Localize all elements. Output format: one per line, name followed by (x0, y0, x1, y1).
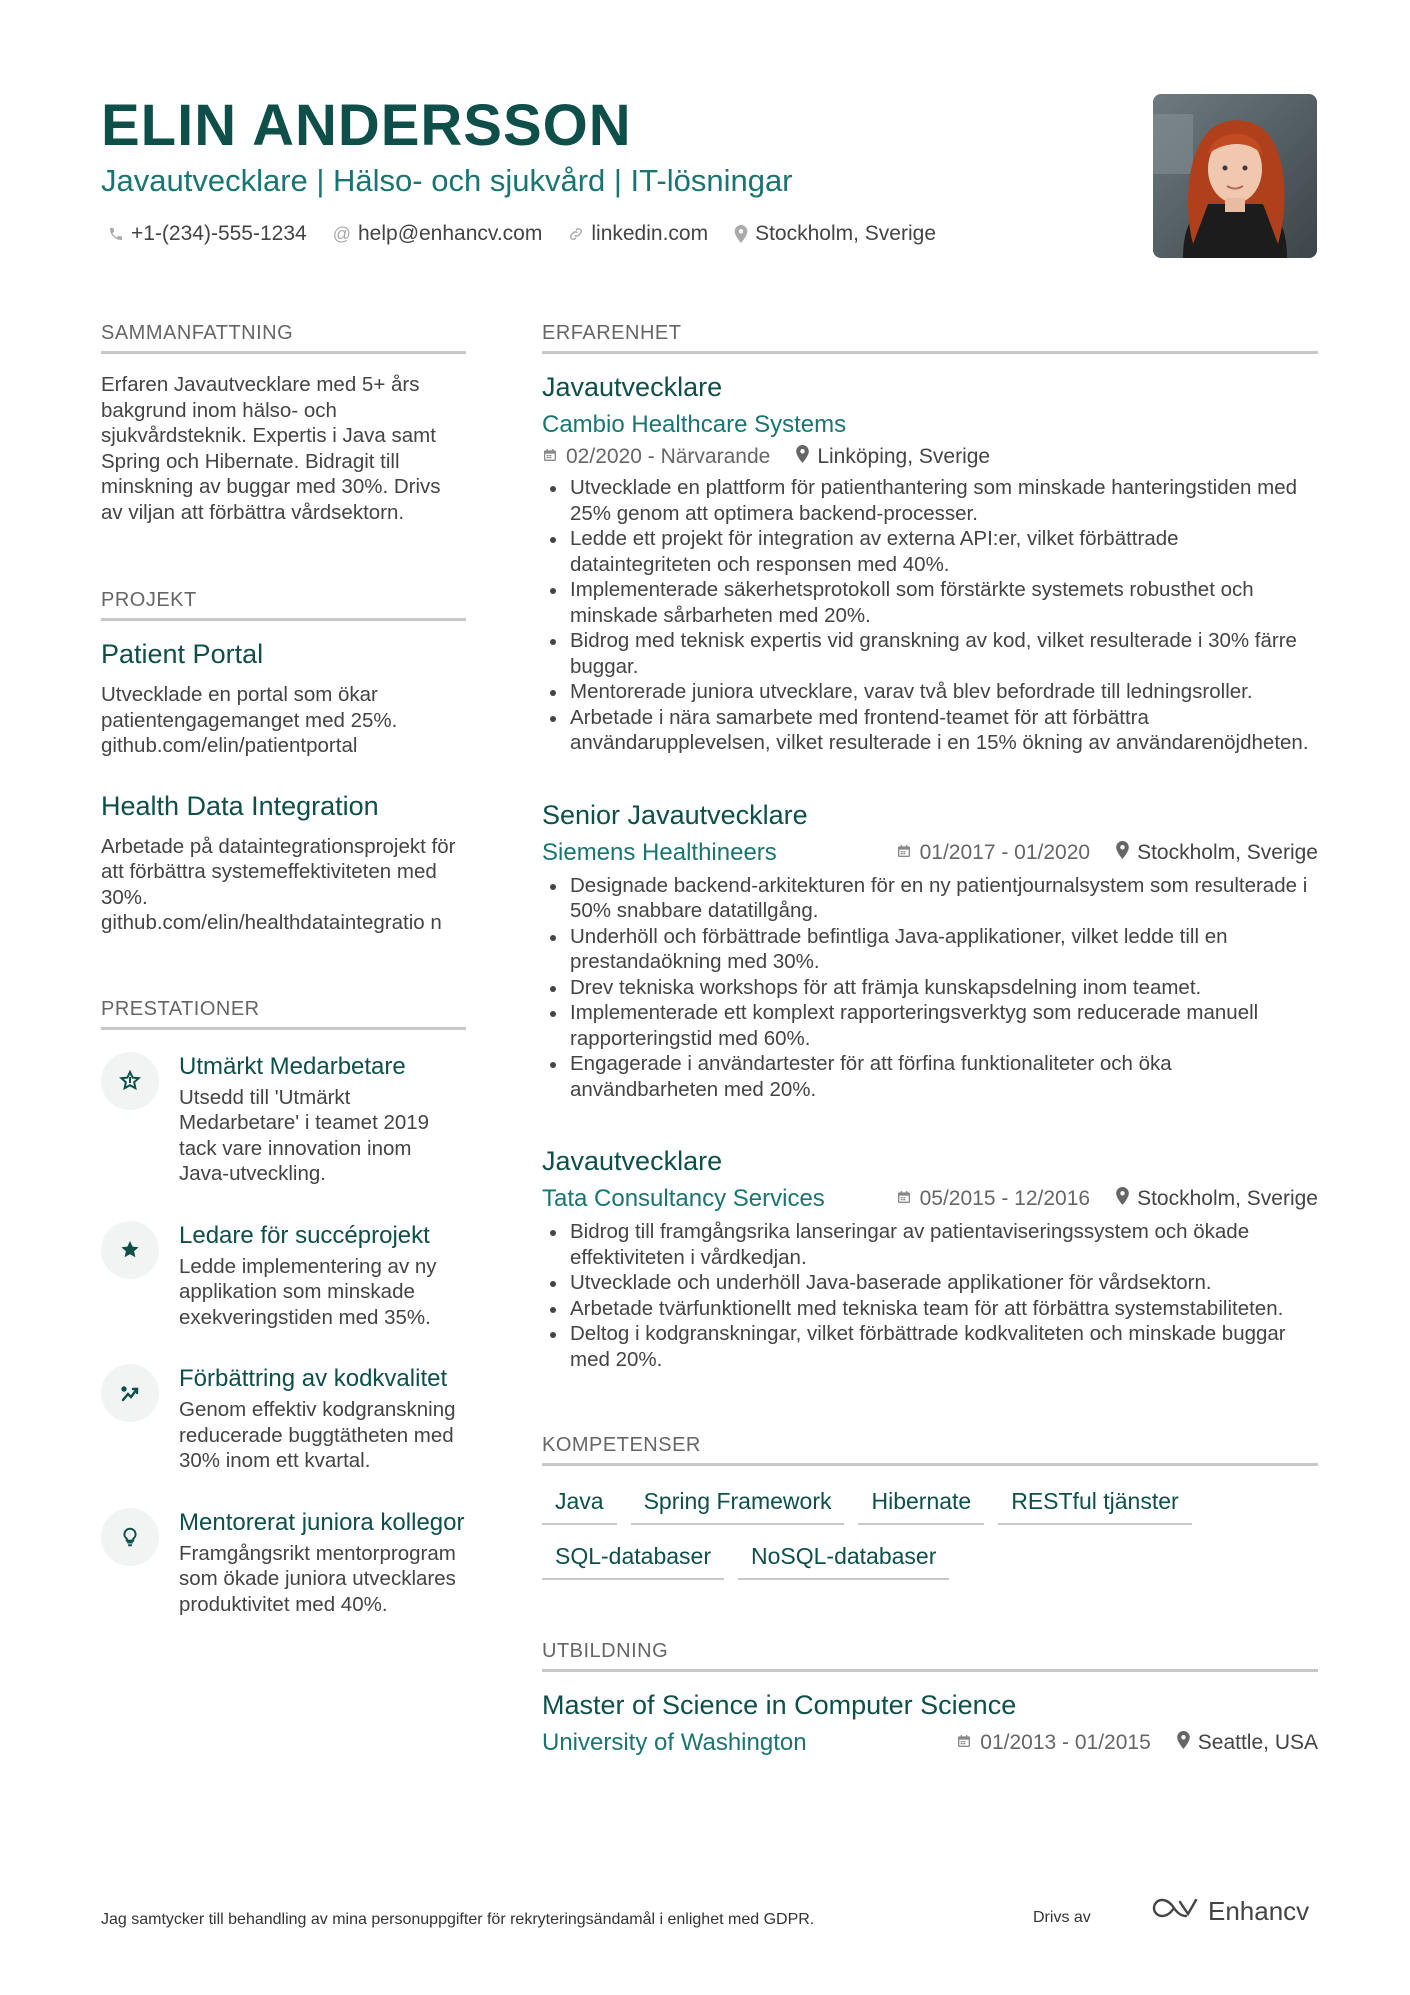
skill-tag: RESTful tjänster (998, 1484, 1191, 1525)
link-icon (568, 226, 584, 242)
achievement-description: Ledde implementering av ny applikation som minskade exekveringstiden med 35%. (179, 1254, 437, 1329)
candidate-name: ELIN ANDERSSON (101, 93, 632, 158)
list-item: Mentorerade juniora utvecklare, varav två blev befordrade till ledningsroller. (542, 679, 1318, 705)
calendar-icon (542, 445, 558, 469)
summary-text: Erfaren Javautvecklare med 5+ års bakgrund inom hälso- och sjukvårdsteknik. Expertis i Java samt Spring och Hibernate. Bidragit till minskning av buggar med 30%. Drivs av viljan att förbättra vårdsektorn. (101, 373, 441, 524)
achievement-title: Ledare för succéprojekt (179, 1221, 430, 1249)
gdpr-consent: Jag samtycker till behandling av mina personuppgifter för rekryteringsändamål i enlighet med GDPR. (101, 1911, 815, 1928)
job-entry (542, 372, 1318, 756)
profile-photo (1153, 94, 1317, 258)
education-entry (542, 1690, 1318, 1757)
job-bullets (542, 873, 1318, 1103)
job-title: Senior Javautvecklare (542, 799, 808, 830)
skill-tag: Java (542, 1484, 617, 1525)
job-dates: 01/2017 - 01/2020 (896, 841, 1090, 865)
degree-title: Master of Science in Computer Science (542, 1690, 1017, 1720)
contact-email[interactable]: @ help@enhancv.com (332, 222, 543, 245)
job-location: Stockholm, Sverige (1116, 1187, 1318, 1211)
project-item (101, 791, 466, 936)
achievement-title: Utmärkt Medarbetare (179, 1052, 406, 1080)
project-title: Health Data Integration (101, 790, 379, 821)
skills-list (542, 1484, 1282, 1580)
list-item: Designade backend-arkitekturen för en ny patientjournalsystem som resulterade i 50% snabbare datatillgång. (542, 873, 1318, 924)
job-location: Stockholm, Sverige (1116, 841, 1318, 865)
job-bullets (542, 475, 1318, 756)
achievement-description: Framgångsrikt mentorprogram som ökade juniora utvecklares produktivitet med 40%. (179, 1541, 456, 1616)
achievements-heading: PRESTATIONER (101, 998, 466, 1030)
company-name: Tata Consultancy Services (542, 1185, 825, 1212)
list-item: Underhöll och förbättrade befintliga Java-applikationer, vilket ledde till en prestandaökning med 30%. (542, 924, 1318, 975)
list-item: Utvecklade en plattform för patienthantering som minskade hanteringstiden med 25% genom att optimera backend-processer. (542, 475, 1318, 526)
job-title: Javautvecklare (542, 372, 723, 402)
skills-heading: KOMPETENSER (542, 1434, 1318, 1466)
phone-icon (108, 226, 124, 242)
achievement-title: Mentorerat juniora kollegor (179, 1508, 465, 1536)
powered-by-label: Drivs av (1033, 1909, 1091, 1926)
summary-heading: SAMMANFATTNING (101, 322, 466, 354)
job-meta (542, 445, 1318, 469)
location-pin-icon (734, 225, 748, 243)
achievement-item (101, 1052, 466, 1187)
lightbulb-icon (101, 1508, 159, 1566)
location-pin-icon (796, 445, 809, 469)
project-description: Arbetade på dataintegrationsprojekt för att förbättra systemeffektiviteten med 30%. github.com/elin/healthdataintegratio n (101, 834, 456, 934)
list-item: Utvecklade och underhöll Java-baserade applikationer för vårdsektorn. (542, 1270, 1318, 1296)
left-column (101, 322, 466, 1651)
skill-tag: Hibernate (858, 1484, 984, 1525)
achievement-title: Förbättring av kodkvalitet (179, 1365, 448, 1392)
brand-logo[interactable]: Enhancv (1152, 1896, 1309, 1927)
job-title: Javautvecklare (542, 1146, 723, 1176)
job-meta (542, 1185, 1318, 1213)
calendar-icon (956, 1731, 972, 1755)
calendar-icon (896, 1187, 912, 1211)
star-outline-icon (101, 1052, 159, 1110)
school-name: University of Washington (542, 1729, 807, 1756)
star-icon (101, 1221, 159, 1279)
skill-tag: NoSQL-databaser (738, 1539, 949, 1580)
right-column (542, 322, 1318, 1763)
job-entry (542, 1146, 1318, 1372)
company-name: Cambio Healthcare Systems (542, 411, 847, 438)
list-item: Implementerade ett komplext rapporteringsverktyg som reducerade manuell rapporteringstid med 60%. (542, 1000, 1318, 1051)
list-item: Bidrog med teknisk expertis vid granskning av kod, vilket resulterade i 30% färre buggar. (542, 628, 1318, 679)
experience-heading: ERFARENHET (542, 322, 1318, 354)
list-item: Arbetade tvärfunktionellt med tekniska team för att förbättra systemstabiliteten. (542, 1296, 1318, 1322)
job-bullets (542, 1219, 1318, 1372)
achievement-description: Utsedd till 'Utmärkt Medarbetare' i teamet 2019 tack vare innovation inom Java-utveckling. (179, 1085, 430, 1185)
job-meta (542, 839, 1318, 867)
achievement-item (101, 1364, 466, 1474)
education-location: Seattle, USA (1177, 1731, 1318, 1755)
contact-bar (108, 222, 936, 246)
list-item: Deltog i kodgranskningar, vilket förbättrade kodkvaliteten och minskade buggar med 20%. (542, 1321, 1318, 1372)
contact-phone: +1-(234)-555-1234 (108, 222, 307, 246)
trend-icon (101, 1364, 159, 1422)
list-item: Drev tekniska workshops för att främja kunskapsdelning inom teamet. (542, 975, 1318, 1001)
education-meta (542, 1729, 1318, 1757)
company-name: Siemens Healthineers (542, 838, 777, 866)
contact-location: Stockholm, Sverige (734, 222, 936, 246)
list-item: Ledde ett projekt för integration av externa API:er, vilket förbättrade dataintegriteten och responsen med 40%. (542, 526, 1318, 577)
at-icon: @ (332, 223, 351, 244)
contact-linkedin[interactable]: linkedin.com (568, 222, 708, 246)
achievement-item (101, 1508, 466, 1618)
achievement-description: Genom effektiv kodgranskning reducerade buggtätheten med 30% inom ett kvartal. (179, 1398, 456, 1472)
candidate-headline: Javautvecklare | Hälso- och sjukvård | IT-lösningar (101, 163, 793, 198)
list-item: Engagerade i användartester för att förfina funktionaliteter och öka användbarheten med 20%. (542, 1051, 1318, 1102)
skill-tag: SQL-databaser (542, 1539, 724, 1580)
job-entry (542, 800, 1318, 1103)
project-item (101, 639, 466, 759)
location-pin-icon (1116, 1187, 1129, 1211)
projects-heading: PROJEKT (101, 589, 466, 621)
location-pin-icon (1177, 1731, 1190, 1755)
education-dates: 01/2013 - 01/2015 (956, 1731, 1150, 1755)
list-item: Arbetade i nära samarbete med frontend-teamet för att förbättra användarupplevelsen, vilket resulterade i en 15% ökning av användarenöjdheten. (542, 705, 1318, 756)
enhancv-logo-icon (1152, 1896, 1198, 1927)
location-pin-icon (1116, 841, 1129, 865)
project-description: Utvecklade en portal som ökar patientengagemanget med 25%. github.com/elin/patientportal (101, 683, 398, 757)
project-title: Patient Portal (101, 639, 264, 669)
skill-tag: Spring Framework (631, 1484, 845, 1525)
achievement-item (101, 1221, 466, 1331)
job-dates: 05/2015 - 12/2016 (896, 1187, 1090, 1211)
job-location: Linköping, Sverige (796, 445, 990, 469)
list-item: Bidrog till framgångsrika lanseringar av patientaviseringssystem och ökade effektiviteten i vårdkedjan. (542, 1219, 1318, 1270)
job-dates: 02/2020 - Närvarande (542, 445, 770, 469)
list-item: Implementerade säkerhetsprotokoll som förstärkte systemets robusthet och minskade sårbarheten med 20%. (542, 577, 1318, 628)
education-heading: UTBILDNING (542, 1640, 1318, 1672)
calendar-icon (896, 841, 912, 865)
